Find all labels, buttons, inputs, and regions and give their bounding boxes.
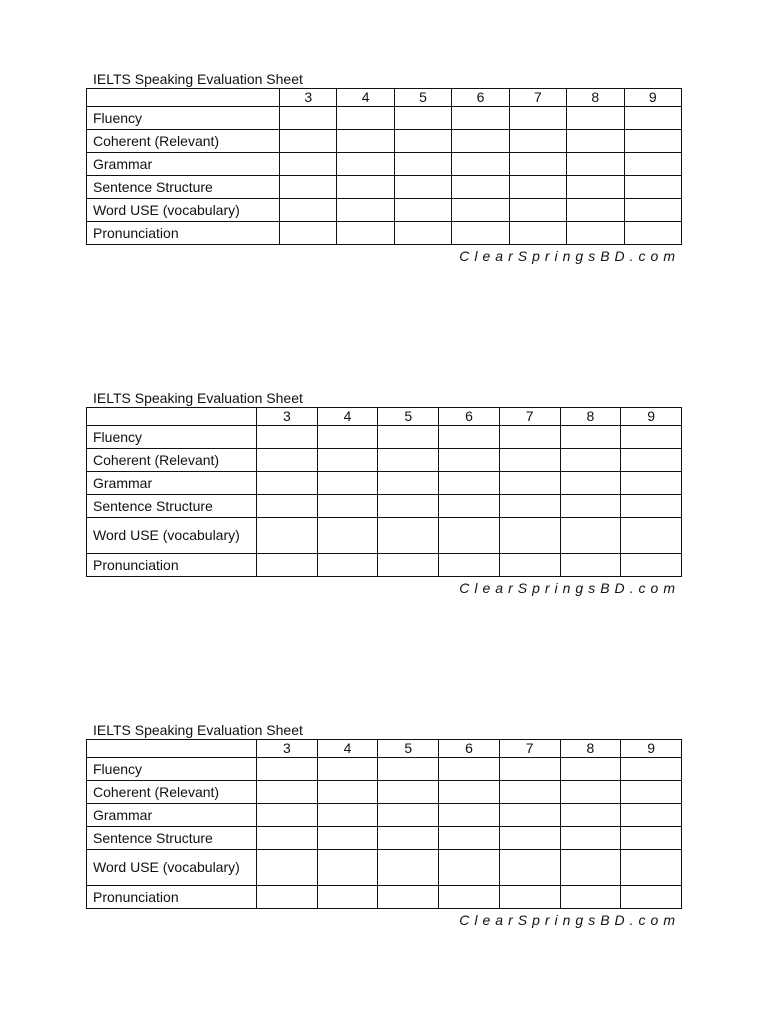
score-header-4: 4: [317, 408, 378, 426]
score-cell[interactable]: [257, 472, 318, 495]
criterion-label: Fluency: [87, 107, 280, 130]
score-cell[interactable]: [337, 153, 394, 176]
score-cell[interactable]: [280, 130, 337, 153]
score-cell[interactable]: [624, 199, 681, 222]
criteria-header-cell: [87, 89, 280, 107]
score-cell[interactable]: [560, 472, 621, 495]
score-header-8: 8: [567, 89, 624, 107]
score-cell[interactable]: [560, 804, 621, 827]
score-cell[interactable]: [452, 176, 509, 199]
score-header-row: [87, 89, 682, 107]
score-header-7: 7: [499, 408, 560, 426]
score-header-3: 3: [257, 740, 318, 758]
score-cell[interactable]: [257, 886, 318, 909]
score-cell[interactable]: [378, 827, 439, 850]
score-cell[interactable]: [439, 827, 500, 850]
score-cell[interactable]: [499, 758, 560, 781]
score-cell[interactable]: [567, 107, 624, 130]
score-cell[interactable]: [439, 495, 500, 518]
score-cell[interactable]: [337, 199, 394, 222]
criterion-row: [87, 176, 682, 199]
score-cell[interactable]: [567, 153, 624, 176]
score-cell[interactable]: [280, 199, 337, 222]
score-cell[interactable]: [378, 781, 439, 804]
criterion-row: [87, 758, 682, 781]
score-cell[interactable]: [560, 449, 621, 472]
score-cell[interactable]: [378, 426, 439, 449]
score-cell[interactable]: [394, 199, 451, 222]
evaluation-table: [86, 88, 682, 245]
score-cell[interactable]: [621, 804, 682, 827]
criterion-row: [87, 222, 682, 245]
criterion-row: [87, 804, 682, 827]
score-cell[interactable]: [378, 472, 439, 495]
score-cell[interactable]: [509, 222, 566, 245]
score-cell[interactable]: [317, 472, 378, 495]
criterion-row: [87, 827, 682, 850]
criterion-label: Grammar: [87, 472, 257, 495]
score-cell[interactable]: [337, 176, 394, 199]
criterion-label: Pronunciation: [87, 886, 257, 909]
score-cell[interactable]: [621, 518, 682, 554]
score-header-4: 4: [337, 89, 394, 107]
score-cell[interactable]: [257, 804, 318, 827]
score-cell[interactable]: [621, 758, 682, 781]
score-cell[interactable]: [509, 130, 566, 153]
criterion-row: [87, 850, 682, 886]
score-header-row: [87, 740, 682, 758]
score-cell[interactable]: [394, 176, 451, 199]
criterion-label: Coherent (Relevant): [87, 130, 280, 153]
score-cell[interactable]: [499, 554, 560, 577]
score-header-9: 9: [624, 89, 681, 107]
score-header-3: 3: [280, 89, 337, 107]
score-cell[interactable]: [439, 758, 500, 781]
score-cell[interactable]: [317, 554, 378, 577]
score-cell[interactable]: [560, 886, 621, 909]
score-cell[interactable]: [257, 449, 318, 472]
criterion-row: [87, 153, 682, 176]
score-cell[interactable]: [257, 495, 318, 518]
score-cell[interactable]: [257, 827, 318, 850]
score-cell[interactable]: [621, 781, 682, 804]
score-cell[interactable]: [378, 804, 439, 827]
score-cell[interactable]: [439, 886, 500, 909]
score-cell[interactable]: [499, 495, 560, 518]
score-cell[interactable]: [394, 107, 451, 130]
score-cell[interactable]: [499, 886, 560, 909]
score-cell[interactable]: [509, 199, 566, 222]
site-footer: ClearSpringsBD.com: [459, 248, 680, 264]
score-cell[interactable]: [560, 781, 621, 804]
score-cell[interactable]: [560, 554, 621, 577]
score-cell[interactable]: [439, 804, 500, 827]
score-cell[interactable]: [317, 495, 378, 518]
criterion-label: Grammar: [87, 804, 257, 827]
criterion-row: [87, 886, 682, 909]
score-cell[interactable]: [378, 758, 439, 781]
score-cell[interactable]: [567, 199, 624, 222]
score-header-7: 7: [509, 89, 566, 107]
score-cell[interactable]: [257, 758, 318, 781]
score-cell[interactable]: [560, 518, 621, 554]
sheet-title: IELTS Speaking Evaluation Sheet: [93, 390, 303, 406]
score-cell[interactable]: [317, 781, 378, 804]
score-cell[interactable]: [621, 850, 682, 886]
site-footer: ClearSpringsBD.com: [459, 912, 680, 928]
criterion-label: Grammar: [87, 153, 280, 176]
evaluation-table: [86, 407, 682, 577]
score-cell[interactable]: [317, 804, 378, 827]
score-header-row: [87, 408, 682, 426]
score-cell[interactable]: [394, 153, 451, 176]
score-cell[interactable]: [280, 153, 337, 176]
criterion-label: Pronunciation: [87, 222, 280, 245]
criterion-row: [87, 107, 682, 130]
score-cell[interactable]: [499, 827, 560, 850]
score-cell[interactable]: [317, 758, 378, 781]
score-cell[interactable]: [499, 781, 560, 804]
score-cell[interactable]: [621, 472, 682, 495]
score-cell[interactable]: [452, 222, 509, 245]
score-cell[interactable]: [317, 449, 378, 472]
score-cell[interactable]: [394, 222, 451, 245]
score-cell[interactable]: [257, 554, 318, 577]
criterion-label: Coherent (Relevant): [87, 449, 257, 472]
score-cell[interactable]: [624, 153, 681, 176]
site-footer: ClearSpringsBD.com: [459, 580, 680, 596]
score-cell[interactable]: [439, 850, 500, 886]
criterion-label: Coherent (Relevant): [87, 781, 257, 804]
score-cell[interactable]: [621, 886, 682, 909]
score-cell[interactable]: [624, 222, 681, 245]
score-header-3: 3: [257, 408, 318, 426]
evaluation-sheet-1: [86, 71, 682, 264]
score-header-5: 5: [394, 89, 451, 107]
score-header-8: 8: [560, 740, 621, 758]
score-cell[interactable]: [378, 850, 439, 886]
score-cell[interactable]: [394, 130, 451, 153]
score-cell[interactable]: [621, 827, 682, 850]
score-cell[interactable]: [452, 107, 509, 130]
score-cell[interactable]: [452, 199, 509, 222]
criterion-label: Word USE (vocabulary): [87, 199, 280, 222]
criterion-row: [87, 130, 682, 153]
score-cell[interactable]: [624, 107, 681, 130]
evaluation-table: [86, 739, 682, 909]
score-cell[interactable]: [499, 804, 560, 827]
sheet-title: IELTS Speaking Evaluation Sheet: [93, 71, 303, 87]
score-cell[interactable]: [509, 153, 566, 176]
criteria-header-cell: [87, 740, 257, 758]
score-header-5: 5: [378, 408, 439, 426]
score-cell[interactable]: [257, 518, 318, 554]
score-cell[interactable]: [378, 886, 439, 909]
sheet-title: IELTS Speaking Evaluation Sheet: [93, 722, 303, 738]
score-cell[interactable]: [337, 222, 394, 245]
criterion-row: [87, 449, 682, 472]
score-cell[interactable]: [499, 518, 560, 554]
score-cell[interactable]: [378, 495, 439, 518]
criterion-label: Word USE (vocabulary): [87, 850, 257, 886]
score-cell[interactable]: [499, 426, 560, 449]
score-cell[interactable]: [499, 472, 560, 495]
criterion-label: Fluency: [87, 758, 257, 781]
score-header-6: 6: [439, 408, 500, 426]
score-cell[interactable]: [257, 781, 318, 804]
score-cell[interactable]: [621, 554, 682, 577]
score-cell[interactable]: [567, 130, 624, 153]
evaluation-sheet-3: [86, 722, 682, 928]
score-header-8: 8: [560, 408, 621, 426]
score-cell[interactable]: [624, 130, 681, 153]
score-cell[interactable]: [439, 781, 500, 804]
score-header-7: 7: [499, 740, 560, 758]
evaluation-sheet-2: [86, 390, 682, 596]
criterion-row: [87, 495, 682, 518]
criterion-row: [87, 554, 682, 577]
score-cell[interactable]: [257, 850, 318, 886]
score-cell[interactable]: [621, 495, 682, 518]
criterion-row: [87, 781, 682, 804]
criterion-row: [87, 518, 682, 554]
score-cell[interactable]: [560, 495, 621, 518]
score-cell[interactable]: [378, 518, 439, 554]
score-cell[interactable]: [439, 518, 500, 554]
score-cell[interactable]: [280, 107, 337, 130]
criteria-header-cell: [87, 408, 257, 426]
score-cell[interactable]: [378, 554, 439, 577]
score-cell[interactable]: [280, 222, 337, 245]
score-cell[interactable]: [317, 886, 378, 909]
score-cell[interactable]: [509, 176, 566, 199]
score-cell[interactable]: [621, 449, 682, 472]
score-cell[interactable]: [567, 222, 624, 245]
criterion-row: [87, 426, 682, 449]
score-cell[interactable]: [452, 153, 509, 176]
score-cell[interactable]: [317, 827, 378, 850]
criterion-label: Sentence Structure: [87, 176, 280, 199]
score-header-6: 6: [439, 740, 500, 758]
criterion-label: Word USE (vocabulary): [87, 518, 257, 554]
score-cell[interactable]: [560, 426, 621, 449]
score-cell[interactable]: [439, 449, 500, 472]
score-cell[interactable]: [621, 426, 682, 449]
score-cell[interactable]: [439, 554, 500, 577]
score-cell[interactable]: [499, 449, 560, 472]
score-cell[interactable]: [560, 758, 621, 781]
criterion-row: [87, 472, 682, 495]
score-cell[interactable]: [509, 107, 566, 130]
score-cell[interactable]: [257, 426, 318, 449]
score-cell[interactable]: [317, 518, 378, 554]
score-header-9: 9: [621, 408, 682, 426]
score-cell[interactable]: [624, 176, 681, 199]
score-header-5: 5: [378, 740, 439, 758]
score-cell[interactable]: [499, 850, 560, 886]
score-header-9: 9: [621, 740, 682, 758]
score-cell[interactable]: [439, 426, 500, 449]
score-cell[interactable]: [378, 449, 439, 472]
score-cell[interactable]: [317, 850, 378, 886]
score-cell[interactable]: [337, 107, 394, 130]
criterion-label: Pronunciation: [87, 554, 257, 577]
score-header-4: 4: [317, 740, 378, 758]
score-cell[interactable]: [452, 130, 509, 153]
score-cell[interactable]: [337, 130, 394, 153]
score-cell[interactable]: [317, 426, 378, 449]
criterion-label: Sentence Structure: [87, 827, 257, 850]
score-cell[interactable]: [560, 827, 621, 850]
score-cell[interactable]: [439, 472, 500, 495]
score-cell[interactable]: [567, 176, 624, 199]
criterion-label: Sentence Structure: [87, 495, 257, 518]
score-cell[interactable]: [280, 176, 337, 199]
score-cell[interactable]: [560, 850, 621, 886]
criterion-label: Fluency: [87, 426, 257, 449]
score-header-6: 6: [452, 89, 509, 107]
criterion-row: [87, 199, 682, 222]
